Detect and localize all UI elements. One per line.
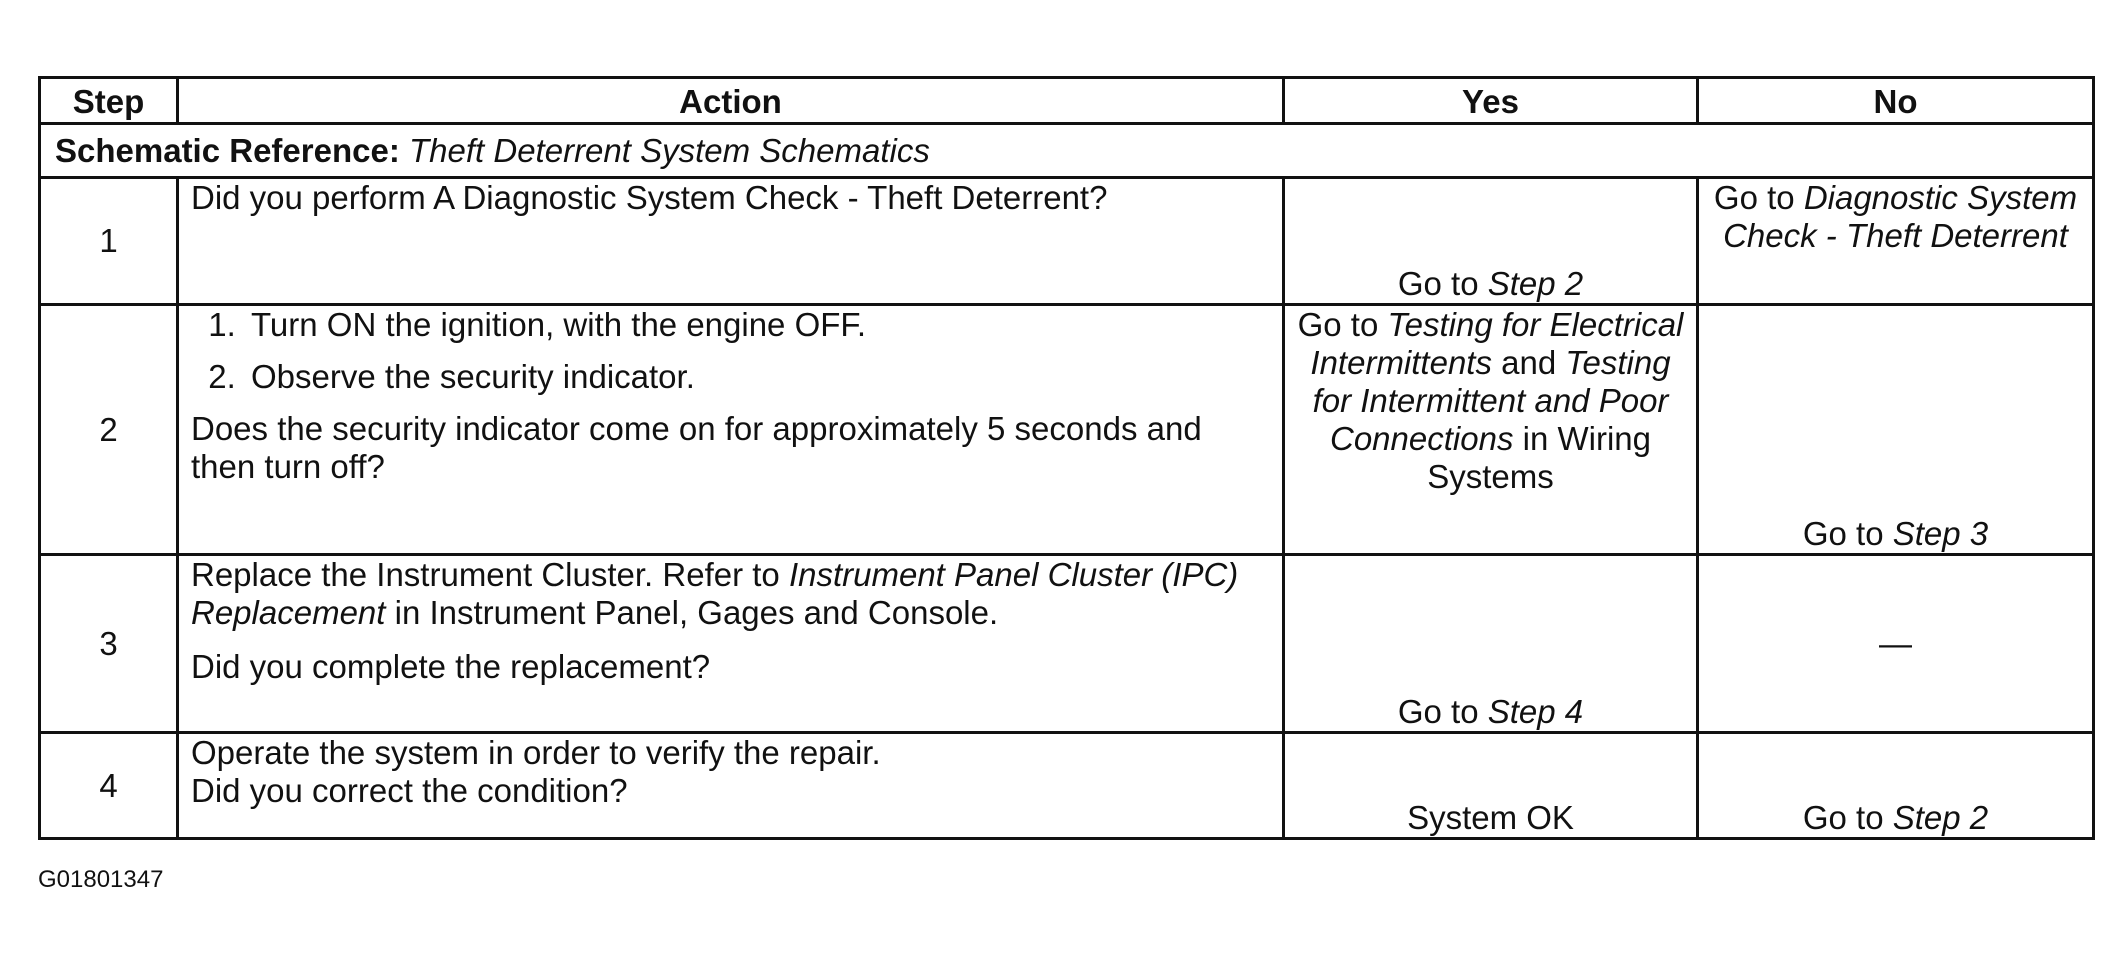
table-row: [40, 733, 2094, 839]
action-question: Did you complete the replacement?: [191, 648, 711, 685]
header-step: Step: [40, 78, 178, 124]
action-text-part: Replace the Instrument Cluster. Refer to: [191, 556, 780, 593]
header-action: Action: [178, 78, 1284, 124]
action-cell: [178, 178, 1284, 305]
no-cell: [1698, 178, 2094, 305]
substep-item: 2. Observe the security indicator.: [245, 358, 1270, 396]
action-text: Did you perform A Diagnostic System Check - Theft Deterrent?: [191, 179, 1108, 216]
no-dash: —: [1879, 624, 1912, 662]
yes-link[interactable]: Step 2: [1487, 265, 1584, 302]
yes-link[interactable]: Testing for Intermittent and Poor Connections: [1312, 344, 1671, 457]
action-cell: [178, 733, 1284, 839]
no-prefix: Go to: [1802, 515, 1884, 552]
substep-list: [191, 306, 1270, 396]
schematic-reference: [40, 124, 2094, 178]
yes-cell: [1284, 555, 1698, 733]
no-link[interactable]: Diagnostic System Check - Theft Deterrent: [1723, 179, 2078, 254]
yes-prefix: Go to: [1397, 265, 1479, 302]
header-yes: Yes: [1284, 78, 1698, 124]
yes-text: System OK: [1407, 799, 1574, 836]
yes-prefix: Go to: [1397, 693, 1479, 730]
no-link[interactable]: Step 3: [1892, 515, 1989, 552]
action-text-part: in Instrument Panel, Gages and Console.: [394, 594, 999, 631]
action-cell: [178, 305, 1284, 555]
diagnostic-table: [38, 76, 2095, 840]
schematic-reference-row: [40, 124, 2094, 178]
substep-item: 1. Turn ON the ignition, with the engine OFF.: [245, 306, 1270, 344]
yes-text: and: [1501, 344, 1557, 381]
action-link[interactable]: Instrument Panel Cluster (IPC) Replacement: [191, 556, 1239, 631]
action-text: Operate the system in order to verify the repair.: [191, 734, 881, 771]
action-text: [191, 556, 1270, 632]
figure-id: G01801347: [38, 866, 164, 893]
step-number: 4: [40, 733, 178, 839]
yes-text: in Wiring Systems: [1427, 420, 1651, 495]
no-prefix: Go to: [1713, 179, 1795, 216]
yes-link[interactable]: Step 4: [1487, 693, 1584, 730]
action-question: Did you correct the condition?: [191, 772, 628, 809]
table-row: [40, 555, 2094, 733]
yes-cell: [1284, 305, 1698, 555]
no-cell: [1698, 733, 2094, 839]
no-cell: [1698, 305, 2094, 555]
step-number: 1: [40, 178, 178, 305]
table-row: [40, 305, 2094, 555]
no-link[interactable]: Step 2: [1892, 799, 1989, 836]
yes-link[interactable]: Testing for Electrical Intermittents: [1310, 306, 1684, 381]
no-prefix: Go to: [1802, 799, 1884, 836]
yes-cell: [1284, 178, 1698, 305]
yes-cell: [1284, 733, 1698, 839]
header-no: No: [1698, 78, 2094, 124]
action-question: Does the security indicator come on for approximately 5 seconds and then turn off?: [191, 410, 1202, 485]
action-cell: [178, 555, 1284, 733]
step-number: 2: [40, 305, 178, 555]
schematic-reference-label: Schematic Reference:: [55, 131, 400, 169]
step-number: 3: [40, 555, 178, 733]
yes-text: Go to: [1297, 306, 1379, 343]
header-row: [40, 78, 2094, 124]
schematic-reference-link[interactable]: Theft Deterrent System Schematics: [409, 131, 930, 169]
table-row: [40, 178, 2094, 305]
no-cell: [1698, 555, 2094, 733]
